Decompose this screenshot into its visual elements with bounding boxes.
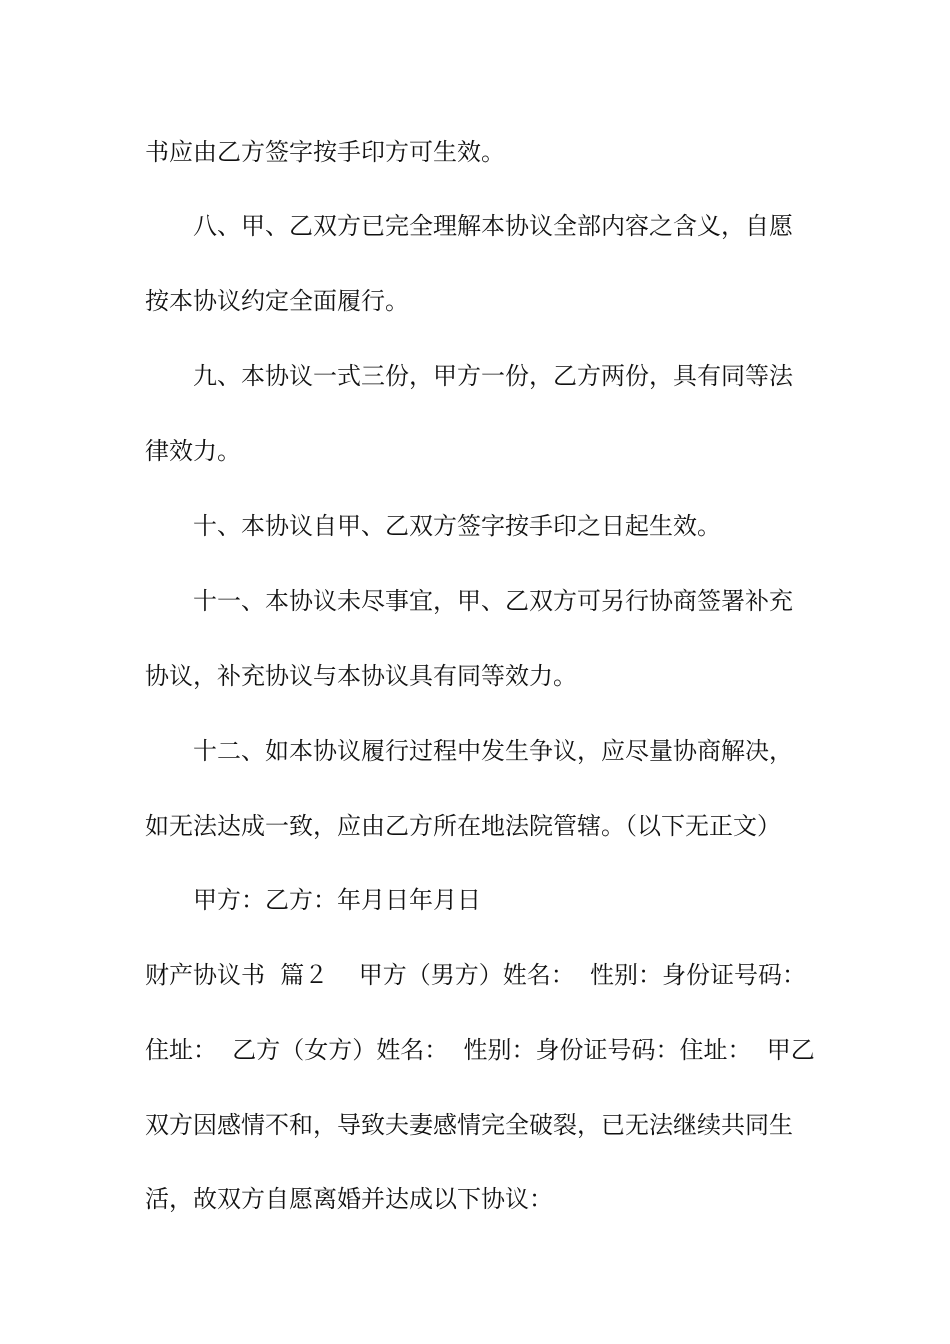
clause-12-line-1: 十二、如本协议履行过程中发生争议，应尽量协商解决， [193,737,793,765]
section-2-heading-line: 财产协议书 篇２ 甲方（男方）姓名： 性别：身份证号码： [145,961,807,989]
clause-8-line-2: 按本协议约定全面履行。 [145,287,409,315]
section-2-line-3: 双方因感情不和，导致夫妻感情完全破裂，已无法继续共同生 [145,1111,793,1139]
section-2-line-4: 活，故双方自愿离婚并达成以下协议： [145,1185,553,1213]
clause-11-line-1: 十一、本协议未尽事宜，甲、乙双方可另行协商签署补充 [193,587,793,615]
clause-9-line-2: 律效力。 [145,437,241,465]
clause-9-line-1: 九、本协议一式三份，甲方一份，乙方两份，具有同等法 [193,362,793,390]
signature-line: 甲方：乙方：年月日年月日 [193,886,481,914]
clause-11-line-2: 协议，补充协议与本协议具有同等效力。 [145,662,577,690]
section-2-line-2: 住址： 乙方（女方）姓名： 性别：身份证号码：住址： 甲乙 [145,1036,815,1064]
clause-8-line-1: 八、甲、乙双方已完全理解本协议全部内容之含义，自愿 [193,212,793,240]
text-line-1: 书应由乙方签字按手印方可生效。 [145,138,505,166]
clause-12-line-2: 如无法达成一致，应由乙方所在地法院管辖。（以下无正文） [145,812,781,840]
clause-10-line: 十、本协议自甲、乙双方签字按手印之日起生效。 [193,512,721,540]
